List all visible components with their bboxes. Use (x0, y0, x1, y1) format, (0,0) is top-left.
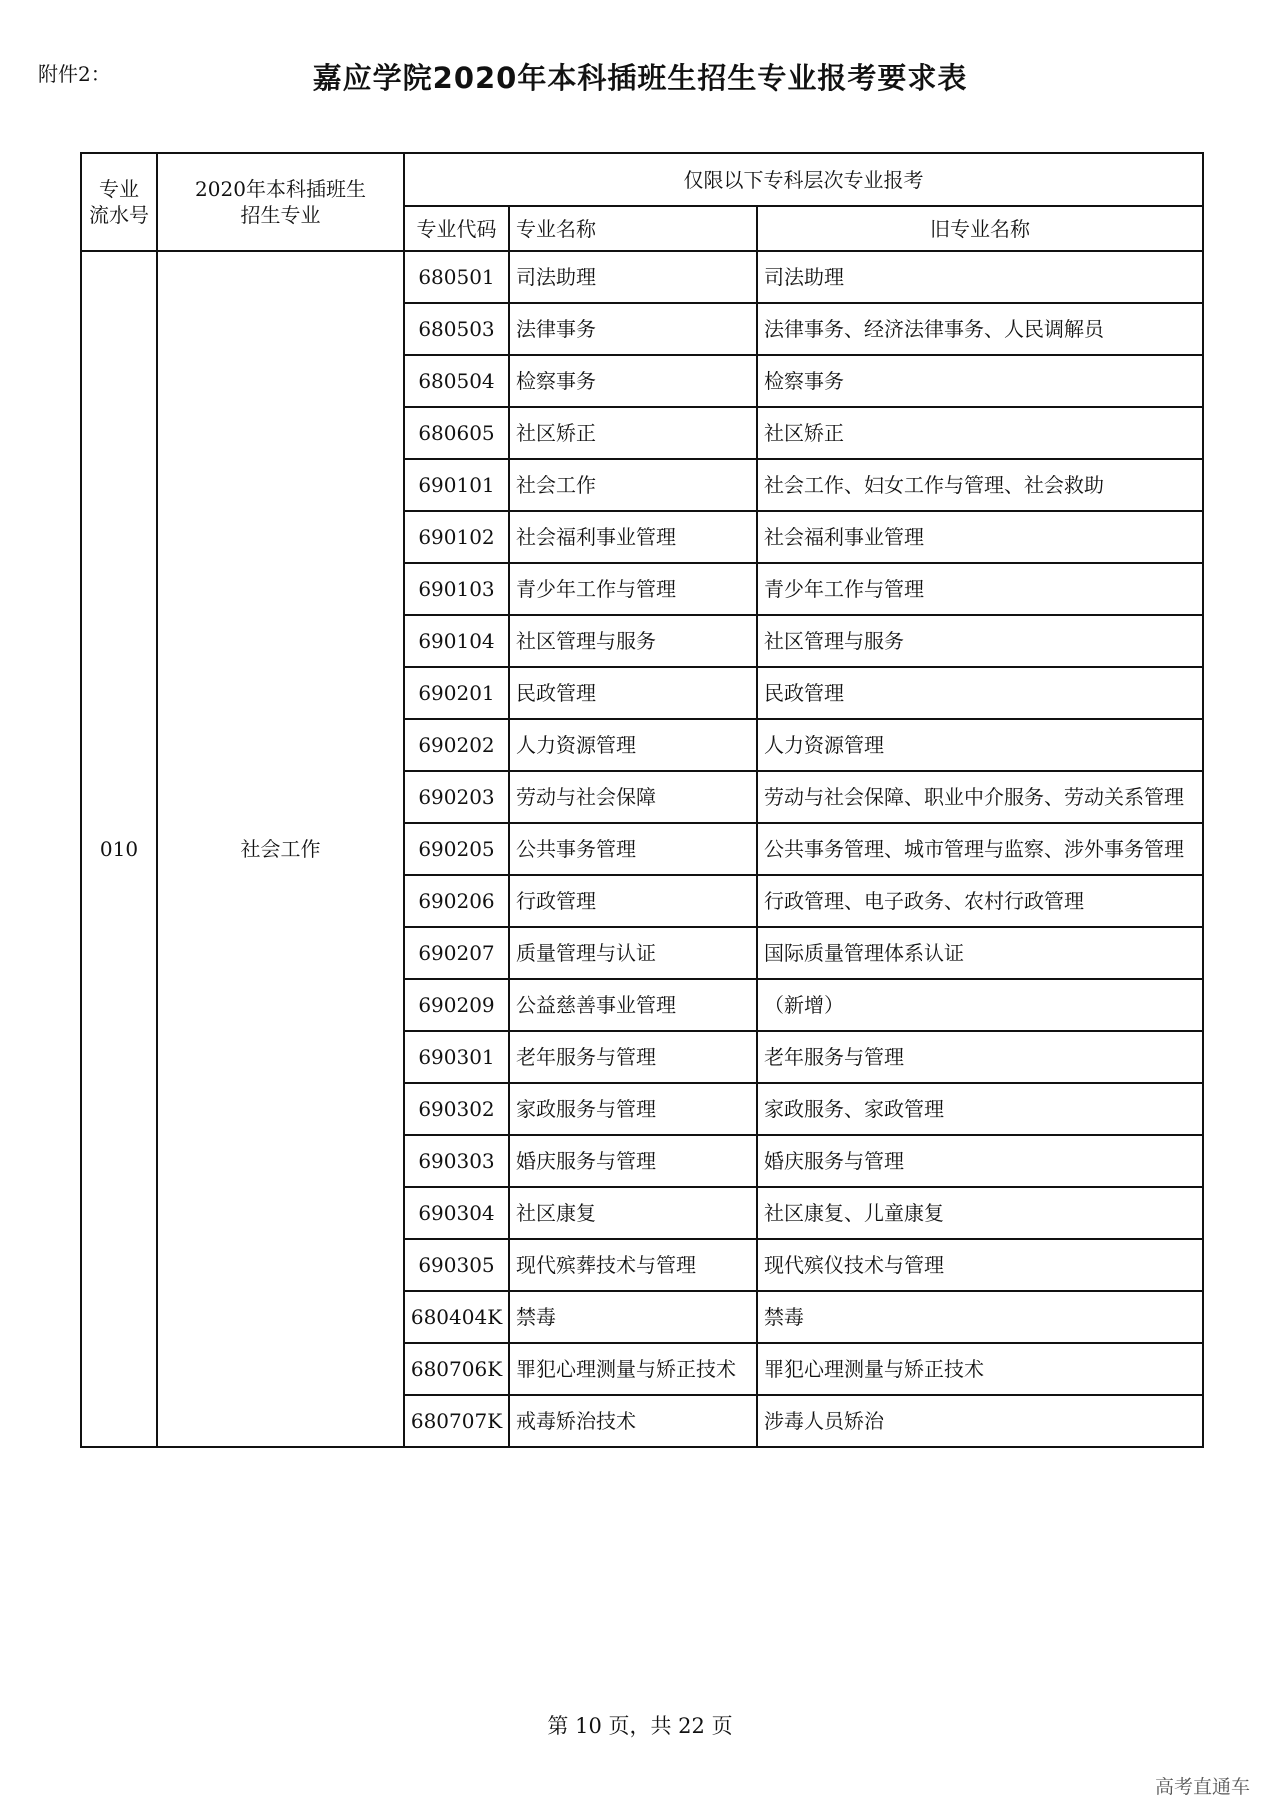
cell-code: 690302 (404, 1083, 509, 1135)
header-major: 2020年本科插班生 招生专业 (157, 153, 404, 251)
page-footer: 第 10 页，共 22 页 (547, 1714, 733, 1738)
cell-name: 罪犯心理测量与矫正技术 (509, 1343, 757, 1395)
cell-code: 680706K (404, 1343, 509, 1395)
major-requirements-table (80, 152, 1204, 1448)
cell-old-name: 民政管理 (757, 667, 1203, 719)
cell-code: 690205 (404, 823, 509, 875)
cell-old-name: 涉毒人员矫治 (757, 1395, 1203, 1447)
cell-code: 690207 (404, 927, 509, 979)
cell-name: 社会工作 (509, 459, 757, 511)
cell-old-name: 行政管理、电子政务、农村行政管理 (757, 875, 1203, 927)
watermark: 高考直通车 (1154, 1776, 1250, 1798)
cell-name: 行政管理 (509, 875, 757, 927)
cell-name: 公益慈善事业管理 (509, 979, 757, 1031)
cell-name: 法律事务 (509, 303, 757, 355)
table-row (81, 251, 1203, 303)
header-old-name: 旧专业名称 (757, 206, 1203, 251)
cell-name: 公共事务管理 (509, 823, 757, 875)
cell-name: 社区矫正 (509, 407, 757, 459)
cell-code: 680404K (404, 1291, 509, 1343)
cell-old-name: （新增） (757, 979, 1203, 1031)
header-name: 专业名称 (509, 206, 757, 251)
cell-name: 劳动与社会保障 (509, 771, 757, 823)
cell-code: 680605 (404, 407, 509, 459)
cell-old-name: 法律事务、经济法律事务、人民调解员 (757, 303, 1203, 355)
header-code: 专业代码 (404, 206, 509, 251)
header-serial: 专业 流水号 (81, 153, 157, 251)
cell-name: 社区管理与服务 (509, 615, 757, 667)
cell-name: 婚庆服务与管理 (509, 1135, 757, 1187)
cell-code: 690103 (404, 563, 509, 615)
cell-code: 690104 (404, 615, 509, 667)
cell-name: 质量管理与认证 (509, 927, 757, 979)
cell-code: 690301 (404, 1031, 509, 1083)
cell-old-name: 检察事务 (757, 355, 1203, 407)
cell-code: 690303 (404, 1135, 509, 1187)
cell-old-name: 禁毒 (757, 1291, 1203, 1343)
cell-name: 社会福利事业管理 (509, 511, 757, 563)
cell-name: 禁毒 (509, 1291, 757, 1343)
attachment-label: 附件2： (38, 62, 111, 86)
cell-name: 民政管理 (509, 667, 757, 719)
cell-old-name: 社会工作、妇女工作与管理、社会救助 (757, 459, 1203, 511)
cell-old-name: 社会福利事业管理 (757, 511, 1203, 563)
cell-code: 690304 (404, 1187, 509, 1239)
page-title: 嘉应学院2020年本科插班生招生专业报考要求表 (312, 61, 968, 95)
cell-code: 680504 (404, 355, 509, 407)
cell-name: 现代殡葬技术与管理 (509, 1239, 757, 1291)
cell-name: 家政服务与管理 (509, 1083, 757, 1135)
cell-old-name: 罪犯心理测量与矫正技术 (757, 1343, 1203, 1395)
cell-old-name: 司法助理 (757, 251, 1203, 303)
group-serial: 010 (81, 251, 157, 1447)
cell-name: 人力资源管理 (509, 719, 757, 771)
cell-name: 老年服务与管理 (509, 1031, 757, 1083)
cell-old-name: 家政服务、家政管理 (757, 1083, 1203, 1135)
cell-code: 690101 (404, 459, 509, 511)
cell-code: 690305 (404, 1239, 509, 1291)
cell-code: 690203 (404, 771, 509, 823)
group-major: 社会工作 (157, 251, 404, 1447)
cell-code: 690202 (404, 719, 509, 771)
cell-old-name: 社区管理与服务 (757, 615, 1203, 667)
cell-code: 690102 (404, 511, 509, 563)
header-restriction: 仅限以下专科层次专业报考 (404, 153, 1203, 206)
cell-name: 司法助理 (509, 251, 757, 303)
cell-name: 社区康复 (509, 1187, 757, 1239)
cell-old-name: 劳动与社会保障、职业中介服务、劳动关系管理 (757, 771, 1203, 823)
cell-name: 检察事务 (509, 355, 757, 407)
cell-old-name: 公共事务管理、城市管理与监察、涉外事务管理 (757, 823, 1203, 875)
cell-code: 680707K (404, 1395, 509, 1447)
cell-old-name: 社区康复、儿童康复 (757, 1187, 1203, 1239)
cell-code: 690201 (404, 667, 509, 719)
cell-old-name: 人力资源管理 (757, 719, 1203, 771)
cell-name: 戒毒矫治技术 (509, 1395, 757, 1447)
cell-old-name: 现代殡仪技术与管理 (757, 1239, 1203, 1291)
cell-old-name: 老年服务与管理 (757, 1031, 1203, 1083)
cell-code: 680501 (404, 251, 509, 303)
cell-code: 680503 (404, 303, 509, 355)
cell-code: 690209 (404, 979, 509, 1031)
cell-name: 青少年工作与管理 (509, 563, 757, 615)
cell-old-name: 青少年工作与管理 (757, 563, 1203, 615)
cell-code: 690206 (404, 875, 509, 927)
cell-old-name: 国际质量管理体系认证 (757, 927, 1203, 979)
cell-old-name: 婚庆服务与管理 (757, 1135, 1203, 1187)
cell-old-name: 社区矫正 (757, 407, 1203, 459)
